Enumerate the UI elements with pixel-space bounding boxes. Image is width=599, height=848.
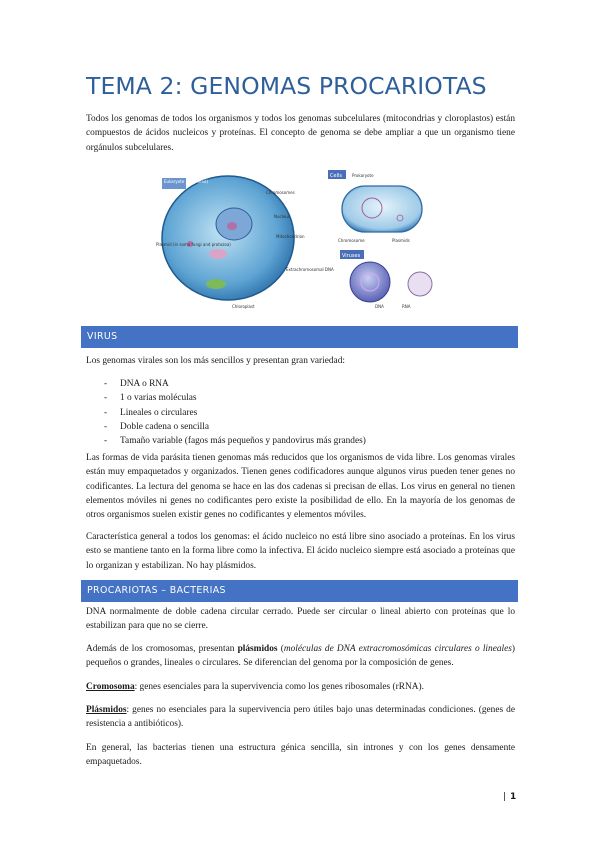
mitochondrion-shape <box>209 249 227 259</box>
plasmid-definition: moléculas de DNA extracromosómicas circulares o lineales <box>283 644 512 654</box>
chloroplast-shape <box>206 279 226 289</box>
page-number: 1 <box>510 792 517 802</box>
chromosomes-label: Chromosomes <box>266 190 295 195</box>
rna-label: RNA <box>402 304 411 309</box>
virus-intro: Los genomas virales son los más sencillos y presentan gran variedad: <box>86 356 345 366</box>
list-item: - 1 o varias moléculas <box>104 391 366 405</box>
extrachromosomal-label: Extrachromosomal DNA <box>286 267 334 272</box>
footer-separator: | <box>503 792 507 802</box>
page-title: TEMA 2: GENOMAS PROCARIOTAS <box>86 72 487 100</box>
virus-characteristics-list <box>104 377 366 448</box>
prokaryote-label: Prokaryote <box>352 173 374 178</box>
text-run: Además de los cromosomas, presentan <box>86 644 238 654</box>
viruses-label: Viruses <box>342 253 361 259</box>
procariotas-paragraph-2 <box>86 642 515 671</box>
cromosoma-term: Cromosoma <box>86 682 135 692</box>
intro-paragraph: Todos los genomas de todos los organismos y todos los genomas subcelulares (mitocondrias y cloroplastos) están compuestos de ácidos nucleicos y proteínas. El concepto de genoma se debe ampliar a que un organismo tiene orgánulos subcelulares. <box>86 114 515 153</box>
dna-label: DNA <box>375 304 384 309</box>
list-item: - DNA o RNA <box>104 377 366 391</box>
dna-virus-shape <box>350 262 390 302</box>
list-item: - Tamaño variable (fagos más pequeños y pandovirus más grandes) <box>104 434 366 448</box>
virus-paragraph-1: Las formas de vida parásita tienen genomas más reducidos que los organismos de vida libre. Los genomas virales están muy empaquetados y organizados. Tienen genes codificadores aunque algunos virus pueden tener genes no codificantes. La lectura del genoma se hace en las dos cadenas si precisan de ellas. Los virus en general no tienen elementos móviles ni genes no codificantes pero existe la posibilidad de ello. En la mayoría de los genomas de otros organismos suelen existir genes no codificantes y elementos móviles. <box>86 453 515 521</box>
procariotas-paragraph-cromosoma <box>86 680 515 694</box>
procariotas-paragraph-1: DNA normalmente de doble cadena circular cerrado. Puede ser circular o lineal abierto con proteínas que lo estabilizan para que no se cierre. <box>86 607 515 632</box>
plasmidos-term: plásmidos <box>237 644 278 654</box>
mitochondrion-label: Mitochondrion <box>276 234 305 239</box>
page-footer <box>503 792 516 802</box>
section-header-procariotas: PROCARIOTAS – BACTERIAS <box>81 580 518 602</box>
text-run: : genes no esenciales para la supervivencia pero útiles bajo unas determinadas condiciones. (genes de resistencia a antibióticos). <box>86 705 515 730</box>
section-header-virus: VIRUS <box>81 326 518 348</box>
eukaryote-label: Eukaryote (simplified) <box>164 179 209 184</box>
plasmidos-definition-term: Plásmidos <box>86 705 127 715</box>
list-item: - Lineales o circulares <box>104 406 366 420</box>
chromosome-label: Chromosome <box>338 238 365 243</box>
plasmids-label: Plasmids <box>392 238 410 243</box>
cells-label: Cells <box>330 173 342 179</box>
virus-paragraph-2: Característica general a todos los genomas: el ácido nucleico no está libre sino asociado a proteínas. En los virus esto se mantiene tanto en la forma libre como la infectiva. El ácido nucleico siempre está asociado a proteínas que lo organizan y estabilizan. No hay plásmidos. <box>86 532 515 571</box>
plasmid-label: Plasmid (in some fungi and protozoa) <box>156 242 231 247</box>
nucleus-label: Nucleus <box>274 214 290 219</box>
cell-genomes-figure <box>156 166 444 312</box>
nucleolus-shape <box>227 222 237 230</box>
procariotas-paragraph-5: En general, las bacterias tienen una estructura génica sencilla, sin intrones y con los genes densamente empaquetados. <box>86 743 515 768</box>
text-run: ) pequeños o grandes, lineales o circulares. Se diferencian del genoma por la composición de genes. <box>86 644 516 669</box>
chloroplast-label: Chloroplast <box>232 304 255 309</box>
procariotas-paragraph-plasmidos <box>86 703 515 732</box>
rna-virus-shape <box>408 272 432 296</box>
list-item: - Doble cadena o sencilla <box>104 420 366 434</box>
text-run: : genes esenciales para la supervivencia como los genes ribosomales (rRNA). <box>134 682 424 692</box>
text-run: ( <box>277 644 284 654</box>
